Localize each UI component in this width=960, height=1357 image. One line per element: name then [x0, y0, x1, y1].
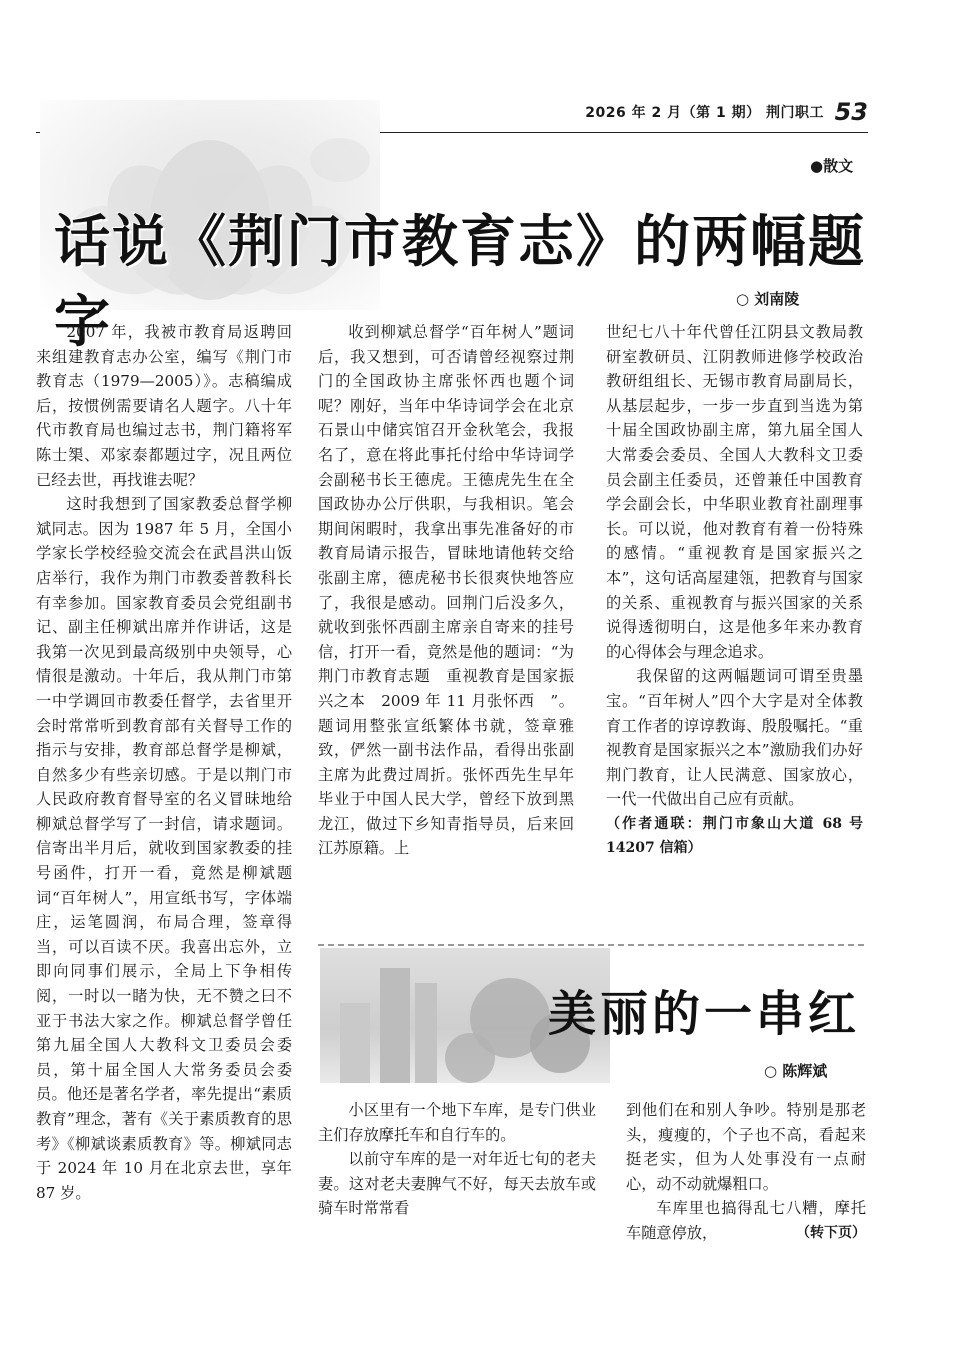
paragraph: 以前守车库的是一对年近七旬的老夫妻。这对老夫妻脾气不好，每天去放车或骑车时常常看	[318, 1150, 596, 1218]
paragraph: 收到柳斌总督学“百年树人”题词后，我又想到，可否请曾经视察过荆门的全国政协主席张怀西也题个词呢？刚好，当年中华诗词学会在北京石景山中储宾馆召开金秋笔会，我报名了，意在将此事托付给中华诗词学会副秘书长王德虎。王德虎先生在全国政协办公厅供职，与我相识。笔会期间闲暇时，我拿出事先准备好的市教育局请示报告，冒昧地请他转交给张副主席，德虎秘书长很爽快地答应了，我很是感动。回荆门后没多久，就收到张怀西副主席亲自寄来的挂号信，打开一看，竟然是他的题词：“为荆门市教育志题 重视教育是国家振兴之本 2009 年 11 月张怀西 ”。题词用整张宣纸繁体书就，签章雅致，俨然一副书法作品，看得出张副主席为此费过周折。张怀西先生早年毕业于中国人民大学，曾经下放到黑龙江，做过下乡知青指导员，后来回江苏原籍。上	[318, 323, 574, 858]
paragraph: 这时我想到了国家教委总督学柳斌同志。因为 1987 年 5 月，全国小学家长学校经验交流会在武昌洪山饭店举行，我作为荆门市教委普教科长有幸参加。国家教育委员会党组副书记、副主任柳斌出席并作讲话，这是我第一次见到最高级别中央领导，心情很是激动。十年后，我从荆门市第一中学调回市教委任督学，去省里开会时常常听到教育部有关督导工作的指示与安排，教育部总督学是柳斌，自然多少有些亲切感。于是以荆门市人民政府教育督导室的名义冒昧地给柳斌总督学写了一封信，请求题词。信寄出半月后，就收到国家教委的挂号函件，打开一看，竟然是柳斌题词“百年树人”，用宣纸书写，字体端庄，运笔圆润，布局合理，签章得当，可以百读不厌。我喜出忘外，立即向同事们展示，全局上下争相传阅，一时以一睹为快，无不赞之曰不亚于书法大家之作。柳斌总督学曾任第九届全国人大教科文卫委员会委员，第十届全国人大常务委员会委员。他还是著名学者，率先提出“素质教育”理念，著有《关于素质教育的思考》《柳斌谈素质教育》等。柳斌同志于 2024 年 10 月在北京去世，享年 87 岁。	[36, 495, 292, 1202]
paragraph: 我保留的这两幅题词可谓至贵墨宝。“百年树人”四个大字是对全体教育工作者的谆谆教诲、殷殷嘱托。“重视教育是国家振兴之本”激励我们办好荆门教育，让人民满意、国家放心，一代一代做出自己应有贡献。	[606, 667, 863, 809]
article-column-3	[606, 320, 863, 861]
paragraph-text: 车库里也搞得乱七八糟，摩托车随意停放，	[626, 1199, 866, 1242]
article-column-1	[36, 320, 292, 1205]
author-contact: （作者通联：荆门市象山大道 68 号 14207 信箱）	[606, 815, 863, 857]
article-author: ○ 刘南陵	[736, 290, 800, 308]
article-column-1	[318, 1098, 596, 1221]
paragraph	[626, 1196, 866, 1245]
article-title: 美丽的一串红	[548, 986, 861, 1042]
article-author: ○ 陈辉斌	[764, 1062, 828, 1080]
paragraph: 世纪七八十年代曾任江阴县文教局教研室教研员、江阴教师进修学校政治教研组组长、无锡市教育局副局长，从基层起步，一步一步直到当选为第十届全国政协副主席，第九届全国人大常委会委员、全国人大教科文卫委员会副主任委员，还曾兼任中国教育学会副会长，中华职业教育社副理事长。可以说，他对教育有着一份特殊的感情。“重视教育是国家振兴之本”，这句话高屋建瓴，把教育与国家的关系、重视教育与振兴国家的关系说得透彻明白，这是他多年来办教育的心得体会与理念追求。	[606, 323, 863, 661]
continued-marker: （转下页）	[796, 1224, 866, 1241]
issue-info: 2026 年 2 月（第 1 期） 荆门职工	[585, 105, 824, 121]
article-column-2	[626, 1098, 866, 1246]
article-title: 话说《荆门市教育志》的两幅题字	[54, 209, 866, 355]
paragraph: 2007 年，我被市教育局返聘回来组建教育志办公室，编写《荆门市教育志（1979—2005）》。志稿编成后，按惯例需要请名人题字。八十年代市教育局也编过志书，荆门籍将军陈士榘、邓家泰都题过字，况且两位已经去世，再找谁去呢？	[36, 323, 292, 489]
page-number: 53	[834, 98, 868, 126]
section-tag: ●散文	[810, 157, 854, 175]
paragraph: 到他们在和别人争吵。特别是那老头，瘦瘦的，个子也不高，看起来挺老实，但为人处事没有一点耐心，动不动就爆粗口。	[626, 1101, 866, 1193]
article-column-2	[318, 320, 574, 861]
paragraph: 小区里有一个地下车库，是专门供业主们存放摩托车和自行车的。	[318, 1101, 596, 1144]
